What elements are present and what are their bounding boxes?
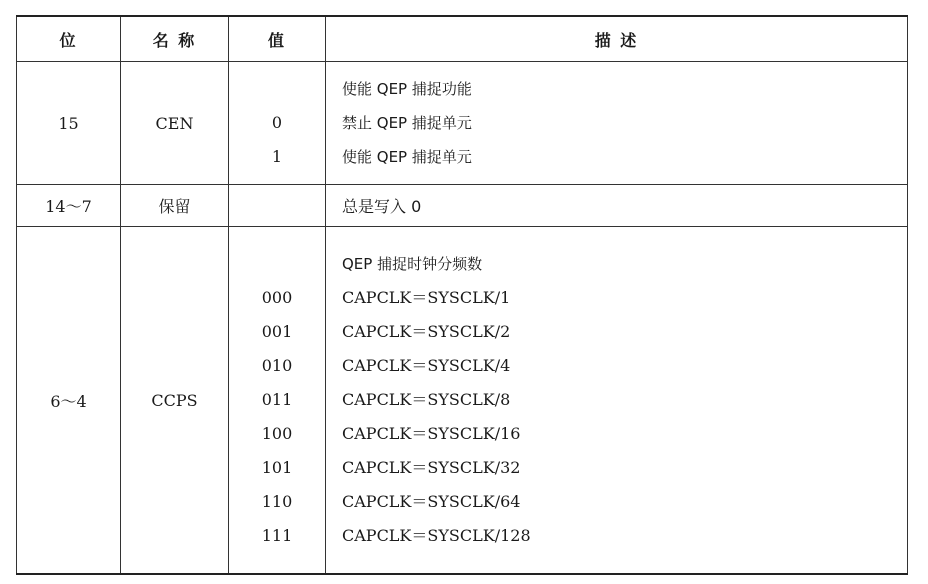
cell-name: 保留 [121, 185, 229, 227]
desc-item: 禁止 QEP 捕捉单元 [342, 114, 472, 132]
value-item: 0 [271, 113, 283, 132]
desc-title: 使能 QEP 捕捉功能 [342, 80, 472, 98]
header-value: 值 [229, 16, 326, 62]
cell-descriptions [326, 227, 908, 575]
cell-bit: 6～4 [17, 227, 121, 575]
desc-single: 总是写入 0 [342, 197, 422, 216]
desc-item: CAPCLK＝SYSCLK/2 [342, 322, 511, 341]
header-description: 描 述 [326, 16, 908, 62]
value-item: 1 [271, 147, 283, 166]
value-item: 100 [261, 424, 293, 443]
header-bit: 位 [17, 16, 121, 62]
desc-item: CAPCLK＝SYSCLK/1 [342, 288, 511, 307]
value-item: 010 [261, 356, 293, 375]
value-item: 001 [261, 322, 293, 341]
cell-values [229, 185, 326, 227]
cell-descriptions [326, 62, 908, 185]
cell-name: CCPS [121, 227, 229, 575]
value-item: 111 [261, 526, 293, 545]
desc-item: CAPCLK＝SYSCLK/4 [342, 356, 511, 375]
row-cen [17, 62, 908, 185]
cell-name: CEN [121, 62, 229, 185]
row-ccps [17, 227, 908, 575]
register-bit-table [16, 15, 908, 575]
value-item: 000 [261, 288, 293, 307]
cell-values [229, 62, 326, 185]
value-item: 101 [261, 458, 293, 477]
cell-values [229, 227, 326, 575]
header-name: 名 称 [121, 16, 229, 62]
cell-bit: 14～7 [17, 185, 121, 227]
cell-description [326, 185, 908, 227]
cell-bit: 15 [17, 62, 121, 185]
desc-item: CAPCLK＝SYSCLK/128 [342, 526, 531, 545]
desc-item: CAPCLK＝SYSCLK/32 [342, 458, 521, 477]
value-item: 011 [261, 390, 293, 409]
desc-item: CAPCLK＝SYSCLK/16 [342, 424, 521, 443]
header-row [17, 16, 908, 62]
desc-item: CAPCLK＝SYSCLK/8 [342, 390, 511, 409]
row-reserved [17, 185, 908, 227]
desc-item: CAPCLK＝SYSCLK/64 [342, 492, 521, 511]
desc-item: 使能 QEP 捕捉单元 [342, 148, 472, 166]
desc-title: QEP 捕捉时钟分频数 [342, 255, 483, 273]
value-item: 110 [261, 492, 293, 511]
